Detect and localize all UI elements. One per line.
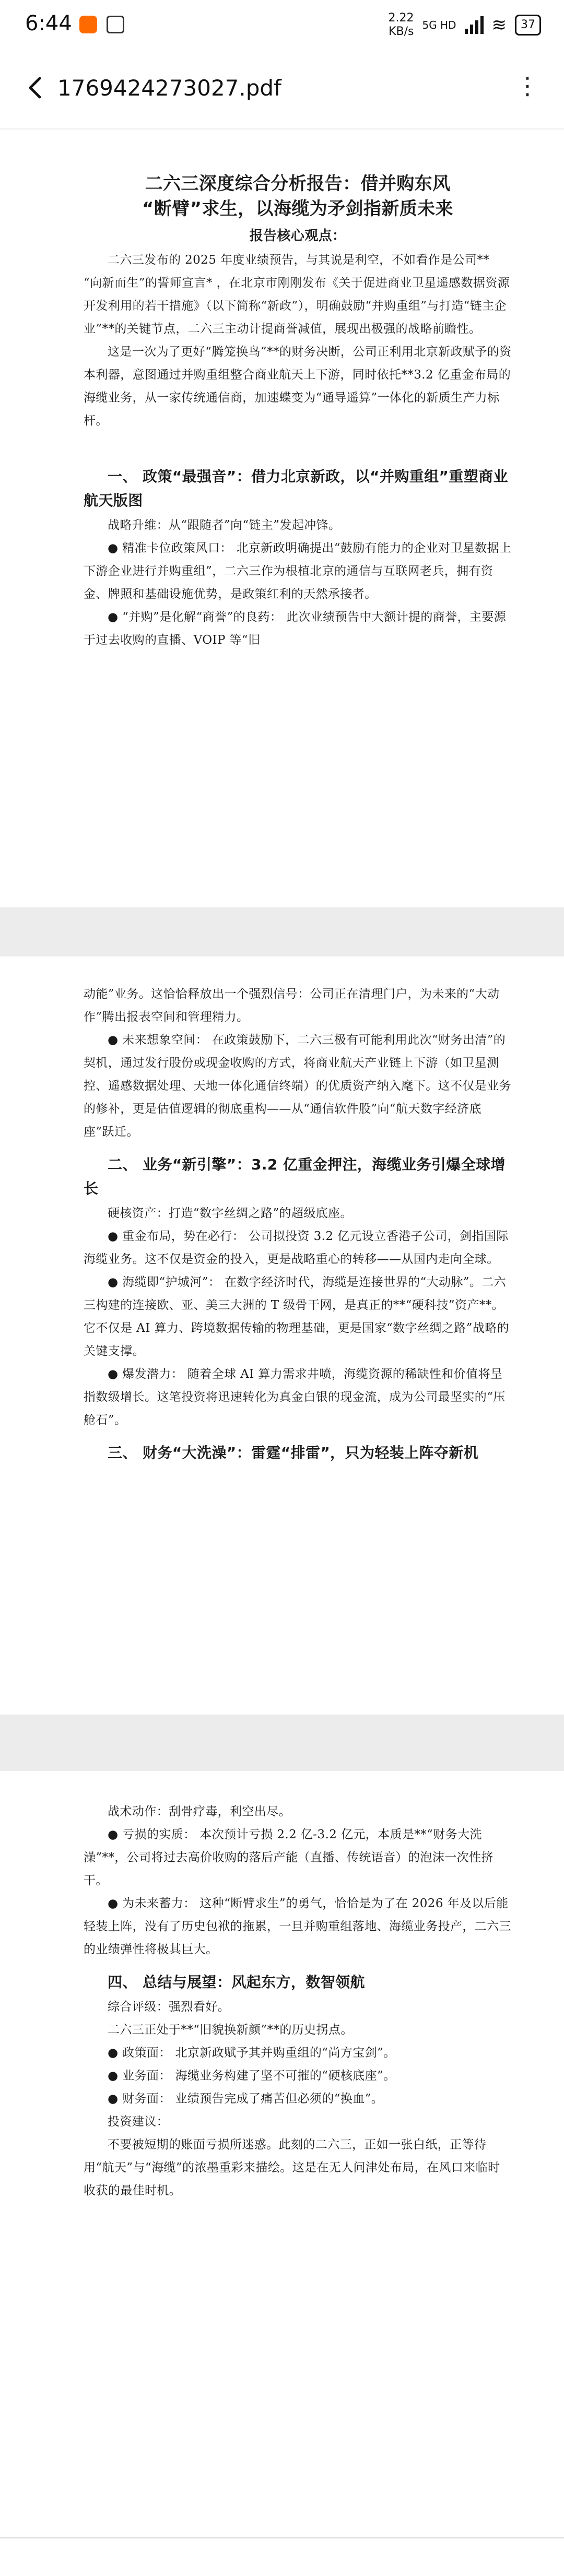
section-4-bullet-business: ● 业务面： 海缆业务构建了坚不可摧的“硬核底座”。 <box>108 2069 396 2083</box>
section-1-upgrade: 战略升维：从“跟随者”向“链主”发起冲锋。 <box>108 518 341 532</box>
section-1-bullet-1: ● 精准卡位政策风口： 北京新政明确提出“鼓励有能力的企业对卫星数据上下游企业进行并购重组”，二六三作为根植北京的通信与互联网老兵，拥有资金、牌照和基础设施优势，是政策红利的天然承接者。 <box>84 541 512 601</box>
back-arrow-icon[interactable] <box>21 73 50 102</box>
net-speed-value: 2.22 <box>388 11 414 25</box>
paragraph-intro-1: 二六三发布的 2025 年度业绩预告，与其说是利空，不如看作是公司** “向新而生”的誓师宣言* ，在北京市刚刚发布《关于促进商业卫星遥感数据资源开发利用的若干措施》（以下简称“新政”），明确鼓励“并购重组”与打造“链主企业”**的关键节点，二六三主动计提商誉减值，展现出极强的战略前瞻性。 <box>84 253 510 336</box>
notification-icon <box>107 16 124 33</box>
page-2-content <box>84 983 512 1466</box>
section-4-final: 不要被短期的账面亏损所迷惑。此刻的二六三，正如一张白纸，正等待用“航天”与“海缆”的浓墨重彩来描绘。这是在无人问津处布局，在风口来临时收获的最佳时机。 <box>84 2138 500 2197</box>
report-title-line1: 二六三深度综合分析报告：借并购东风 <box>145 173 451 194</box>
section-4-bullet-policy: ● 政策面： 北京新政赋予其并购重组的“尚方宝剑”。 <box>108 2046 396 2060</box>
core-view-heading: 报告核心观点： <box>249 228 346 244</box>
status-right <box>388 10 541 40</box>
section-2-hard-asset: 硬核资产：打造“数字丝绸之路”的超级底座。 <box>108 1207 352 1220</box>
section-2-heading: 二、 业务“新引擎”：3.2 亿重金押注，海缆业务引爆全球增长 <box>84 1156 506 1197</box>
section-2-bullet-3: ● 爆发潜力： 随着全球 AI 算力需求井喷，海缆资源的稀缺性和价值将呈指数级增长。这笔投资将迅速转化为真金白银的现金流，成为公司最坚实的“压舱石”。 <box>84 1367 506 1427</box>
section-4-turning-point: 二六三正处于**“旧貌换新颜”**的历史拐点。 <box>108 2023 353 2037</box>
section-4-rating: 综合评级：强烈看好。 <box>108 2000 230 2014</box>
document-filename: 1769424273027.pdf <box>57 75 281 101</box>
pdf-page-1 <box>0 129 564 907</box>
paragraph-intro-2: 这是一次为了更好“腾笼换鸟”**的财务决断，公司正利用北京新政赋予的资本利器，意图通过并购重组整合商业航天上下游，同时依托**3.2 亿重金布局的海缆业务，从一家传统通信商，加速蝶变为“通导遥算”一体化的新质生产力标杆。 <box>84 345 512 428</box>
section-3-tactic: 战术动作：刮骨疗毒，利空出尽。 <box>108 1805 291 1818</box>
section-4-bullet-finance: ● 财务面： 业绩预告完成了痛苦但必须的“换血”。 <box>108 2092 384 2106</box>
section-1-bullet-2a: ● “并购”是化解“商誉”的良药： 此次业绩预告中大额计提的商誉，主要源于过去收购的直播、VOIP 等“旧 <box>84 610 507 647</box>
network-type: 5G HD <box>422 19 456 31</box>
net-speed-unit: KB/s <box>389 25 414 38</box>
section-4-advice-heading: 投资建议： <box>108 2115 169 2129</box>
pdf-toolbar <box>0 50 564 128</box>
section-3-bullet-2: ● 为未来蓄力： 这种“断臂求生”的勇气，恰恰是为了在 2026 年及以后能轻装上阵，没有了历史包袱的拖累，一旦并购重组落地、海缆业务投产，二六三的业绩弹性将极其巨大。 <box>84 1897 511 1956</box>
status-bar <box>0 0 564 50</box>
signal-icon <box>465 16 484 34</box>
section-1-bullet-2b: 动能”业务。这恰恰释放出一个强烈信号：公司正在清理门户，为未来的“大动作”腾出报表空间和管理精力。 <box>84 987 500 1024</box>
pdf-page-3 <box>0 1771 564 2576</box>
wifi-icon: ≋ <box>491 15 507 36</box>
section-1-heading: 一、 政策“最强音”：借力北京新政，以“并购重组”重塑商业航天版图 <box>84 468 508 509</box>
page-3-content <box>84 1800 512 2202</box>
status-time: 6:44 <box>25 11 72 36</box>
pdf-page-2 <box>0 956 564 1715</box>
section-3-bullet-1: ● 亏损的实质： 本次预计亏损 2.2 亿-3.2 亿元，本质是**“财务大洗澡”**，公司将过去高价收购的落后产能（直播、传统语音）的泡沫一次性挤干。 <box>84 1828 494 1887</box>
section-2-bullet-1: ● 重金布局，势在必行： 公司拟投资 3.2 亿元设立香港子公司，剑指国际海缆业务。这不仅是资金的投入，更是战略重心的转移——从国内走向全球。 <box>84 1230 509 1266</box>
report-title-line2: “断臂”求生，以海缆为矛剑指新质未来 <box>142 198 453 219</box>
more-options-icon[interactable]: ⋮ <box>515 72 539 100</box>
mi-app-icon <box>79 16 97 33</box>
section-3-heading: 三、 财务“大洗澡”：雷霆“排雷”，只为轻装上阵夺新机 <box>108 1444 479 1461</box>
section-2-bullet-2: ● 海缆即“护城河”： 在数字经济时代，海缆是连接世界的“大动脉”。二六三构建的连接欧、亚、美三大洲的 T 级骨干网，是真正的**“硬科技”资产**。它不仅是 AI 算力、跨境数据传输的物理基础，更是国家“数字丝绸之路”战略的关键支撑。 <box>84 1275 510 1358</box>
page-1-content <box>84 171 512 652</box>
page-divider <box>0 2537 564 2538</box>
battery-icon: 37 <box>515 15 541 36</box>
net-speed <box>388 11 414 39</box>
section-4-heading: 四、 总结与展望：风起东方，数智领航 <box>108 1974 365 1991</box>
section-1-bullet-3: ● 未来想象空间： 在政策鼓励下，二六三极有可能利用此次“财务出清”的契机，通过发行股份或现金收购的方式，将商业航天产业链上下游（如卫星测控、遥感数据处理、天地一体化通信终端）的优质资产纳入麾下。这不仅是业务的修补，更是估值逻辑的彻底重构——从“通信软件股”向“航天数字经济底座”跃迁。 <box>84 1033 511 1139</box>
